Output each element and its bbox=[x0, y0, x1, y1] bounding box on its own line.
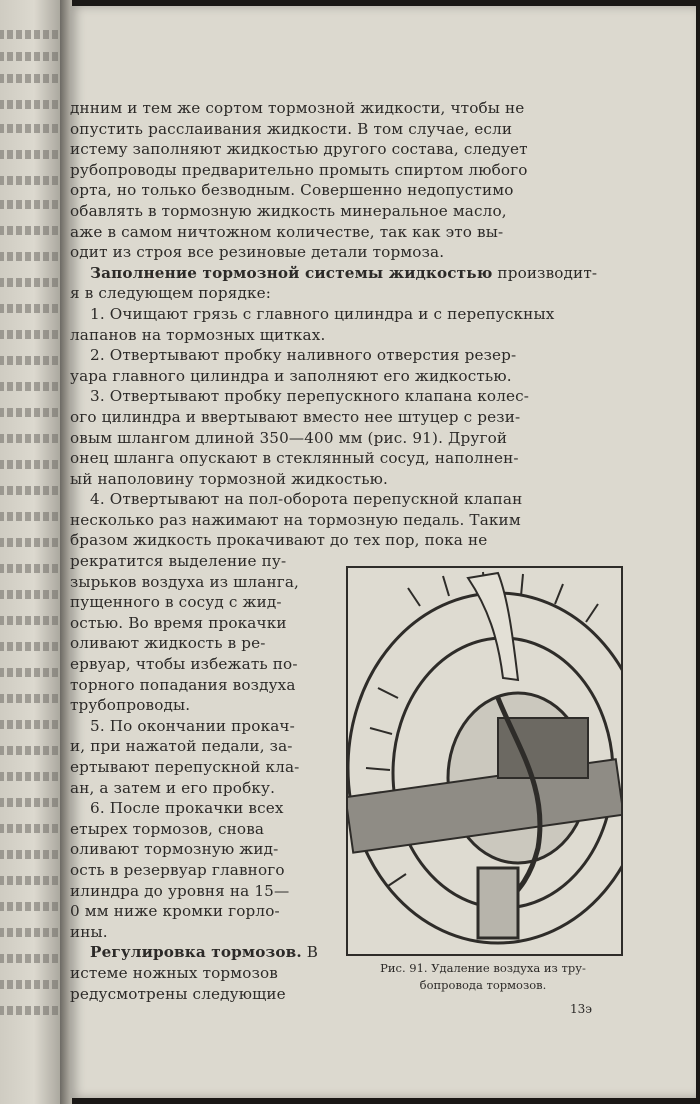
step-4: 4. Отвертывают на пол-оборота перепускной клапан несколько раз нажимают на тормозную педаль. Таким бразом жидкость прокачивают до тех пор, пока не bbox=[70, 490, 523, 550]
wheel-brake-illustration bbox=[348, 568, 621, 954]
left-page-edge bbox=[0, 0, 62, 1104]
figure-caption: Рис. 91. Удаление воздуха из тру- бопровода тормозов. bbox=[380, 961, 586, 992]
step-4-continued: рекратится выделение пу- зырьков воздуха из шланга, пущенного в сосуд с жид- остью. Во время прокачки оливают жидкость в ре- ервуар, чтобы избежать по- торного попадания воздуха трубопроводы. bbox=[70, 552, 300, 715]
figure-91-illustration bbox=[346, 566, 623, 956]
book-page bbox=[70, 6, 696, 1098]
glass-jar bbox=[478, 868, 518, 938]
page-number: 13э bbox=[570, 1002, 592, 1016]
step-5: 5. По окончании прокач- и, при нажатой педали, за- ертывают перепускной кла- ан, а затем и его пробку. bbox=[70, 716, 300, 797]
step-6: 6. После прокачки всех етырех тормозов, снова оливают тормозную жид- ость в резервуар главного илиндра до уровня на 15— 0 мм ниже кромки горло- ины. bbox=[70, 799, 290, 941]
paragraph-1: днним и тем же сортом тормозной жидкости, чтобы не опустить расслаивания жидкости. В том случае, если истему заполняют жидкостью другого состава, следует рубопроводы предварительно промыть спиртом любого орта, но только безводным. Совершенно недопустимо обавлять в тормозную жидкость минеральное масло, аже в самом ничтожном количестве, так как это вы- одит из строя все резиновые детали тормоза. bbox=[70, 99, 528, 262]
heading-bold: Регулировка тормозов. bbox=[90, 943, 302, 962]
section-heading-filling: Заполнение тормозной системы жидкостью производит- я в следующем порядке: bbox=[70, 263, 598, 303]
step-1: 1. Очищают грязь с главного цилиндра и с перепускных лапанов на тормозных щитках. bbox=[70, 304, 555, 344]
section-heading-adjustment: Регулировка тормозов. В истеме ножных тормозов редусмотрены следующие bbox=[70, 943, 319, 1003]
hand bbox=[468, 573, 518, 680]
step-2: 2. Отвертывают пробку наливного отверстия резер- уара главного цилиндра и заполняют его жидкостью. bbox=[70, 346, 517, 385]
heading-bold: Заполнение тормозной системы жидкостью bbox=[90, 263, 493, 282]
step-3: 3. Отвертывают пробку перепускного клапана колес- ого цилиндра и ввертывают вместо нее штуцер с рези- овым шлангом длиной 350—400 мм (рис. 91). Другой онец шланга опускают в стеклянный сосуд, наполнен- ый наполовину тормозной жидкостью. bbox=[70, 387, 530, 488]
